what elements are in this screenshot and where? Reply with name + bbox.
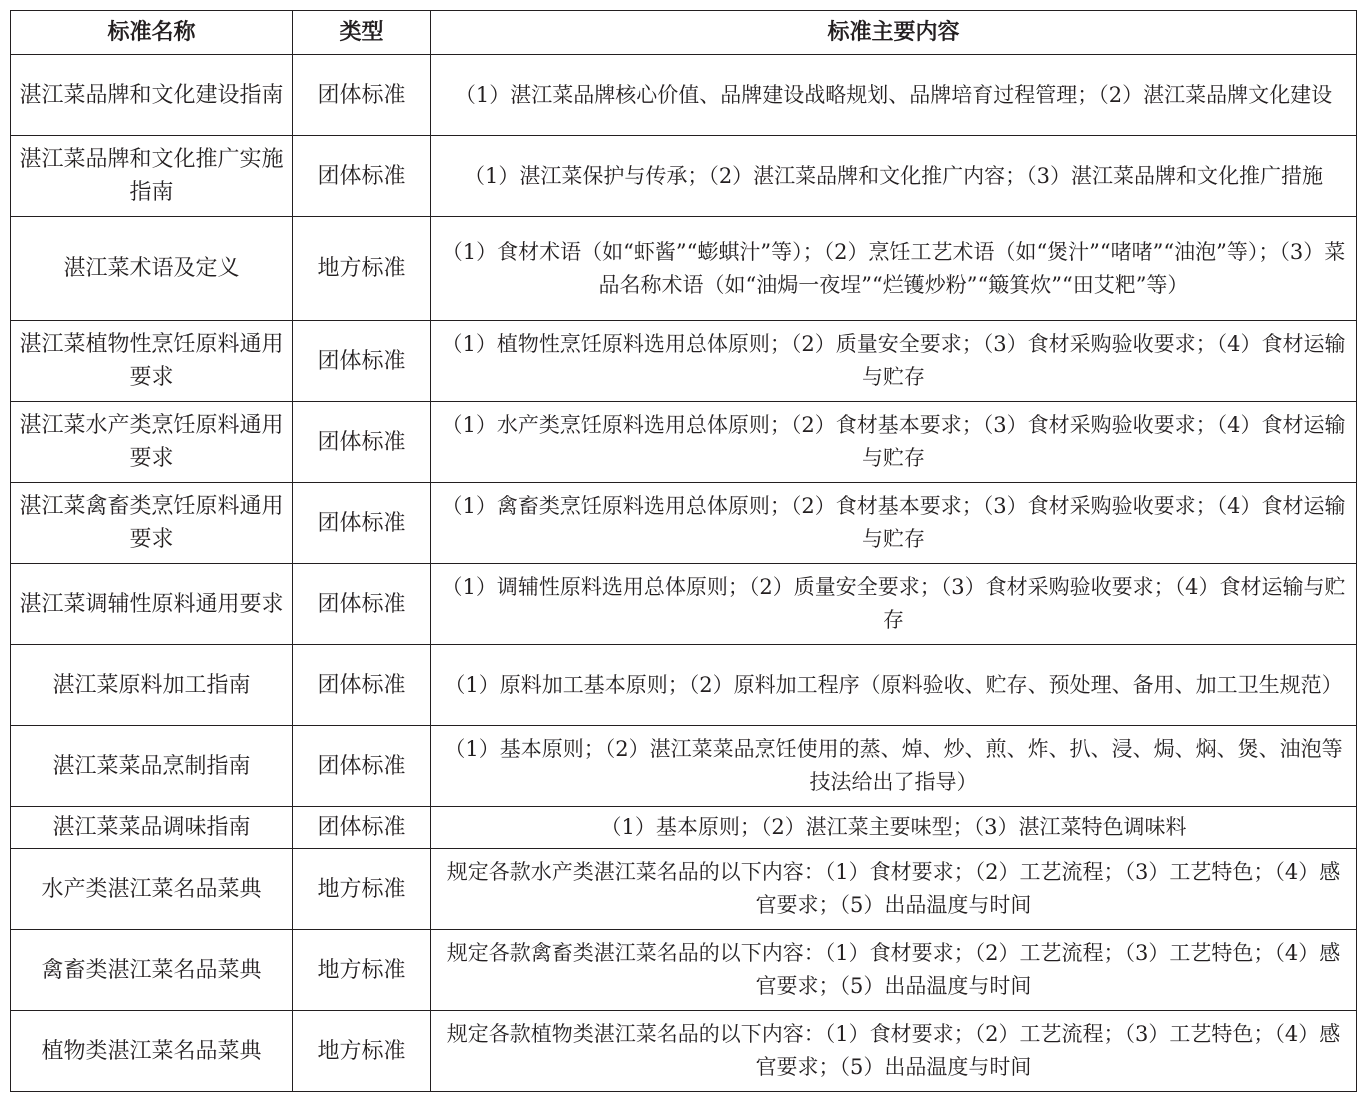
standard-name-cell: 湛江菜植物性烹饪原料通用要求 bbox=[11, 321, 293, 402]
standard-name-cell: 湛江菜术语及定义 bbox=[11, 217, 293, 321]
standard-name-cell: 湛江菜品牌和文化推广实施指南 bbox=[11, 136, 293, 217]
table-row bbox=[11, 930, 1357, 1011]
header-row bbox=[11, 11, 1357, 55]
standard-name-cell: 禽畜类湛江菜名品菜典 bbox=[11, 930, 293, 1011]
standard-content-cell: （1）水产类烹饪原料选用总体原则；（2）食材基本要求；（3）食材采购验收要求；（4）食材运输与贮存 bbox=[431, 402, 1357, 483]
table-row bbox=[11, 402, 1357, 483]
standard-name-cell: 湛江菜品牌和文化建设指南 bbox=[11, 55, 293, 136]
standard-type-cell: 团体标准 bbox=[293, 483, 431, 564]
table-row bbox=[11, 849, 1357, 930]
header-type: 类型 bbox=[293, 11, 431, 55]
standard-content-cell: （1）植物性烹饪原料选用总体原则；（2）质量安全要求；（3）食材采购验收要求；（4）食材运输与贮存 bbox=[431, 321, 1357, 402]
standard-type-cell: 地方标准 bbox=[293, 1011, 431, 1092]
standard-content-cell: 规定各款水产类湛江菜名品的以下内容：（1）食材要求；（2）工艺流程；（3）工艺特色；（4）感官要求；（5）出品温度与时间 bbox=[431, 849, 1357, 930]
standards-table-container bbox=[10, 10, 1356, 1092]
table-row bbox=[11, 217, 1357, 321]
standard-content-cell: （1）基本原则；（2）湛江菜主要味型；（3）湛江菜特色调味料 bbox=[431, 807, 1357, 849]
standard-name-cell: 湛江菜菜品烹制指南 bbox=[11, 726, 293, 807]
standard-type-cell: 团体标准 bbox=[293, 645, 431, 726]
standard-content-cell: （1）调辅性原料选用总体原则；（2）质量安全要求；（3）食材采购验收要求；（4）食材运输与贮存 bbox=[431, 564, 1357, 645]
standard-content-cell: （1）基本原则；（2）湛江菜菜品烹饪使用的蒸、焯、炒、煎、炸、扒、浸、焗、焖、煲、油泡等技法给出了指导） bbox=[431, 726, 1357, 807]
standard-type-cell: 团体标准 bbox=[293, 136, 431, 217]
standard-name-cell: 湛江菜禽畜类烹饪原料通用要求 bbox=[11, 483, 293, 564]
standard-type-cell: 地方标准 bbox=[293, 217, 431, 321]
standard-type-cell: 地方标准 bbox=[293, 849, 431, 930]
standard-type-cell: 团体标准 bbox=[293, 726, 431, 807]
standard-name-cell: 湛江菜原料加工指南 bbox=[11, 645, 293, 726]
table-row bbox=[11, 55, 1357, 136]
table-row bbox=[11, 483, 1357, 564]
table-row bbox=[11, 807, 1357, 849]
standard-name-cell: 水产类湛江菜名品菜典 bbox=[11, 849, 293, 930]
standard-type-cell: 团体标准 bbox=[293, 564, 431, 645]
standard-name-cell: 湛江菜水产类烹饪原料通用要求 bbox=[11, 402, 293, 483]
standard-content-cell: 规定各款禽畜类湛江菜名品的以下内容：（1）食材要求；（2）工艺流程；（3）工艺特色；（4）感官要求；（5）出品温度与时间 bbox=[431, 930, 1357, 1011]
standard-type-cell: 地方标准 bbox=[293, 930, 431, 1011]
standard-name-cell: 湛江菜菜品调味指南 bbox=[11, 807, 293, 849]
standard-type-cell: 团体标准 bbox=[293, 55, 431, 136]
table-row bbox=[11, 321, 1357, 402]
table-row bbox=[11, 645, 1357, 726]
standard-content-cell: （1）食材术语（如“虾酱”“蟛蜞汁”等）；（2）烹饪工艺术语（如“煲汁”“啫啫”“油泡”等）；（3）菜品名称术语（如“油焗一夜埕”“烂镬炒粉”“簸箕炊”“田艾粑”等） bbox=[431, 217, 1357, 321]
header-standard-name: 标准名称 bbox=[11, 11, 293, 55]
standard-content-cell: （1）原料加工基本原则；（2）原料加工程序（原料验收、贮存、预处理、备用、加工卫生规范） bbox=[431, 645, 1357, 726]
table-row bbox=[11, 136, 1357, 217]
standard-content-cell: （1）湛江菜品牌核心价值、品牌建设战略规划、品牌培育过程管理；（2）湛江菜品牌文化建设 bbox=[431, 55, 1357, 136]
standards-table bbox=[10, 10, 1357, 1092]
standard-name-cell: 植物类湛江菜名品菜典 bbox=[11, 1011, 293, 1092]
standard-type-cell: 团体标准 bbox=[293, 402, 431, 483]
standard-content-cell: 规定各款植物类湛江菜名品的以下内容：（1）食材要求；（2）工艺流程；（3）工艺特色；（4）感官要求；（5）出品温度与时间 bbox=[431, 1011, 1357, 1092]
table-row bbox=[11, 1011, 1357, 1092]
table-row bbox=[11, 564, 1357, 645]
table-row bbox=[11, 726, 1357, 807]
standard-name-cell: 湛江菜调辅性原料通用要求 bbox=[11, 564, 293, 645]
standard-content-cell: （1）湛江菜保护与传承；（2）湛江菜品牌和文化推广内容；（3）湛江菜品牌和文化推广措施 bbox=[431, 136, 1357, 217]
standard-type-cell: 团体标准 bbox=[293, 807, 431, 849]
standard-type-cell: 团体标准 bbox=[293, 321, 431, 402]
standard-content-cell: （1）禽畜类烹饪原料选用总体原则；（2）食材基本要求；（3）食材采购验收要求；（4）食材运输与贮存 bbox=[431, 483, 1357, 564]
header-main-content: 标准主要内容 bbox=[431, 11, 1357, 55]
